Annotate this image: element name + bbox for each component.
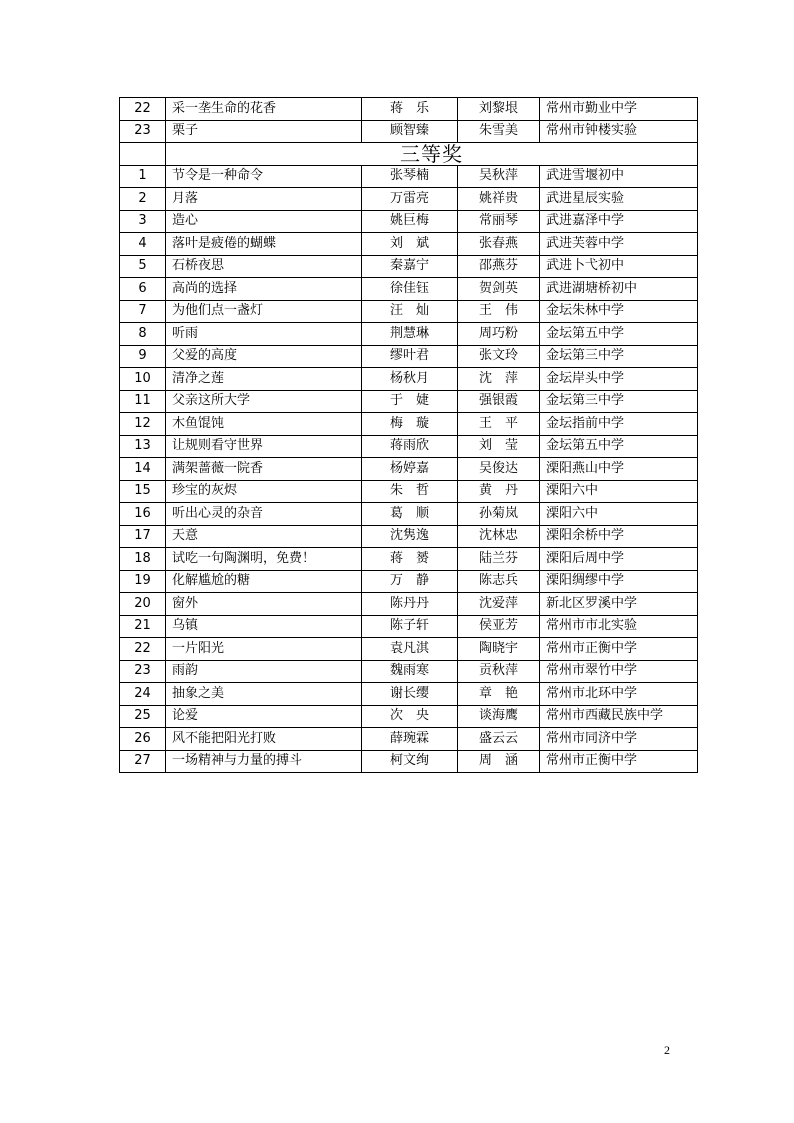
essay-title: 听出心灵的杂音: [166, 503, 362, 526]
row-number: 17: [120, 525, 166, 548]
student-name: 杨秋月: [362, 368, 458, 391]
teacher-name: 沈 萍: [458, 368, 540, 391]
student-name: 张琴楠: [362, 165, 458, 188]
teacher-name: 吴俊达: [458, 458, 540, 481]
row-number: 15: [120, 480, 166, 503]
teacher-name: 贡秋萍: [458, 660, 540, 683]
essay-title: 石桥夜思: [166, 255, 362, 278]
teacher-name: 周 涵: [458, 750, 540, 773]
teacher-name: 张春燕: [458, 233, 540, 256]
school-name: 武进湖塘桥初中: [540, 278, 698, 301]
teacher-name: 王 伟: [458, 300, 540, 323]
teacher-name: 陶晓宇: [458, 638, 540, 661]
heading-blank-cell: [120, 143, 166, 166]
school-name: 常州市同济中学: [540, 728, 698, 751]
student-name: 朱 哲: [362, 480, 458, 503]
table-row: [120, 188, 698, 211]
essay-title: 让规则看守世界: [166, 435, 362, 458]
school-name: 溧阳后周中学: [540, 548, 698, 571]
essay-title: 乌镇: [166, 615, 362, 638]
school-name: 常州市勤业中学: [540, 98, 698, 121]
school-name: 武进嘉泽中学: [540, 210, 698, 233]
teacher-name: 谈海鹰: [458, 705, 540, 728]
table-row: [120, 683, 698, 706]
student-name: 姚巨梅: [362, 210, 458, 233]
student-name: 秦嘉宁: [362, 255, 458, 278]
page-number: 2: [664, 1043, 670, 1057]
student-name: 蒋雨欣: [362, 435, 458, 458]
school-name: 新北区罗溪中学: [540, 593, 698, 616]
student-name: 蒋 乐: [362, 98, 458, 121]
teacher-name: 王 平: [458, 413, 540, 436]
student-name: 缪叶君: [362, 345, 458, 368]
teacher-name: 邵燕芬: [458, 255, 540, 278]
table-row: [120, 593, 698, 616]
teacher-name: 朱雪美: [458, 120, 540, 143]
essay-title: 满架蔷薇一院香: [166, 458, 362, 481]
table-row: [120, 435, 698, 458]
row-number: 5: [120, 255, 166, 278]
row-number: 25: [120, 705, 166, 728]
row-number: 23: [120, 120, 166, 143]
essay-title: 采一垄生命的花香: [166, 98, 362, 121]
teacher-name: 强银霞: [458, 390, 540, 413]
teacher-name: 盛云云: [458, 728, 540, 751]
table-row: [120, 255, 698, 278]
essay-title: 月落: [166, 188, 362, 211]
table-row: [120, 98, 698, 121]
student-name: 蒋 赟: [362, 548, 458, 571]
row-number: 19: [120, 570, 166, 593]
row-number: 11: [120, 390, 166, 413]
school-name: 溧阳六中: [540, 480, 698, 503]
essay-title: 论爱: [166, 705, 362, 728]
essay-title: 为他们点一盏灯: [166, 300, 362, 323]
student-name: 谢长缨: [362, 683, 458, 706]
section-heading-row: [120, 143, 698, 166]
school-name: 金坛第三中学: [540, 345, 698, 368]
school-name: 金坛第三中学: [540, 390, 698, 413]
table-row: [120, 750, 698, 773]
row-number: 20: [120, 593, 166, 616]
student-name: 魏雨寒: [362, 660, 458, 683]
student-name: 梅 璇: [362, 413, 458, 436]
essay-title: 清净之莲: [166, 368, 362, 391]
teacher-name: 姚祥贵: [458, 188, 540, 211]
teacher-name: 周巧粉: [458, 323, 540, 346]
essay-title: 父爱的高度: [166, 345, 362, 368]
row-number: 24: [120, 683, 166, 706]
row-number: 1: [120, 165, 166, 188]
table-row: [120, 548, 698, 571]
table-row: [120, 728, 698, 751]
school-name: 常州市正衡中学: [540, 750, 698, 773]
table-row: [120, 390, 698, 413]
student-name: 顾智臻: [362, 120, 458, 143]
student-name: 次 央: [362, 705, 458, 728]
school-name: 金坛第五中学: [540, 323, 698, 346]
teacher-name: 陈志兵: [458, 570, 540, 593]
essay-title: 一场精神与力量的搏斗: [166, 750, 362, 773]
row-number: 21: [120, 615, 166, 638]
teacher-name: 常丽琴: [458, 210, 540, 233]
essay-title: 一片阳光: [166, 638, 362, 661]
table-row: [120, 480, 698, 503]
row-number: 13: [120, 435, 166, 458]
row-number: 27: [120, 750, 166, 773]
student-name: 袁凡淇: [362, 638, 458, 661]
row-number: 23: [120, 660, 166, 683]
row-number: 16: [120, 503, 166, 526]
school-name: 武进芙蓉中学: [540, 233, 698, 256]
student-name: 于 婕: [362, 390, 458, 413]
student-name: 沈隽逸: [362, 525, 458, 548]
school-name: 金坛岸头中学: [540, 368, 698, 391]
table-row: [120, 165, 698, 188]
section-heading: 三等奖: [166, 143, 698, 166]
row-number: 9: [120, 345, 166, 368]
essay-title: 父亲这所大学: [166, 390, 362, 413]
table-row: [120, 120, 698, 143]
school-name: 常州市翠竹中学: [540, 660, 698, 683]
student-name: 杨婷嘉: [362, 458, 458, 481]
essay-title: 节令是一种命令: [166, 165, 362, 188]
essay-title: 造心: [166, 210, 362, 233]
essay-title: 天意: [166, 525, 362, 548]
essay-title: 试吃一句陶渊明，免费！: [166, 548, 362, 571]
table-row: [120, 638, 698, 661]
school-name: 常州市正衡中学: [540, 638, 698, 661]
teacher-name: 吴秋萍: [458, 165, 540, 188]
table-row: [120, 300, 698, 323]
row-number: 22: [120, 638, 166, 661]
row-number: 8: [120, 323, 166, 346]
teacher-name: 章 艳: [458, 683, 540, 706]
student-name: 葛 顺: [362, 503, 458, 526]
school-name: 溧阳六中: [540, 503, 698, 526]
teacher-name: 沈爱萍: [458, 593, 540, 616]
table-row: [120, 570, 698, 593]
school-name: 常州市市北实验: [540, 615, 698, 638]
row-number: 2: [120, 188, 166, 211]
student-name: 柯文绚: [362, 750, 458, 773]
school-name: 武进星辰实验: [540, 188, 698, 211]
essay-title: 风不能把阳光打败: [166, 728, 362, 751]
essay-title: 落叶是疲倦的蝴蝶: [166, 233, 362, 256]
teacher-name: 刘黎垠: [458, 98, 540, 121]
school-name: 溧阳绸缪中学: [540, 570, 698, 593]
essay-title: 栗子: [166, 120, 362, 143]
row-number: 7: [120, 300, 166, 323]
row-number: 3: [120, 210, 166, 233]
school-name: 金坛第五中学: [540, 435, 698, 458]
row-number: 14: [120, 458, 166, 481]
third-prize-rows: [120, 165, 698, 773]
row-number: 26: [120, 728, 166, 751]
table-row: [120, 323, 698, 346]
school-name: 溧阳余桥中学: [540, 525, 698, 548]
teacher-name: 黄 丹: [458, 480, 540, 503]
top-rows: [120, 98, 698, 143]
school-name: 溧阳燕山中学: [540, 458, 698, 481]
table-row: [120, 705, 698, 728]
essay-title: 窗外: [166, 593, 362, 616]
school-name: 常州市西藏民族中学: [540, 705, 698, 728]
row-number: 18: [120, 548, 166, 571]
awards-table: [119, 97, 698, 773]
table-row: [120, 278, 698, 301]
teacher-name: 沈林忠: [458, 525, 540, 548]
student-name: 万雷亮: [362, 188, 458, 211]
table-row: [120, 525, 698, 548]
student-name: 万 静: [362, 570, 458, 593]
row-number: 10: [120, 368, 166, 391]
student-name: 陈丹丹: [362, 593, 458, 616]
teacher-name: 张文玲: [458, 345, 540, 368]
table-row: [120, 368, 698, 391]
essay-title: 高尚的选择: [166, 278, 362, 301]
table-row: [120, 458, 698, 481]
essay-title: 听雨: [166, 323, 362, 346]
school-name: 常州市钟楼实验: [540, 120, 698, 143]
table-row: [120, 615, 698, 638]
teacher-name: 刘 莹: [458, 435, 540, 458]
teacher-name: 贺剑英: [458, 278, 540, 301]
row-number: 22: [120, 98, 166, 121]
table-row: [120, 413, 698, 436]
essay-title: 抽象之美: [166, 683, 362, 706]
essay-title: 化解尴尬的糖: [166, 570, 362, 593]
table-row: [120, 660, 698, 683]
school-name: 金坛指前中学: [540, 413, 698, 436]
teacher-name: 侯亚芳: [458, 615, 540, 638]
essay-title: 珍宝的灰烬: [166, 480, 362, 503]
table-row: [120, 210, 698, 233]
teacher-name: 陆兰芬: [458, 548, 540, 571]
school-name: 武进雪堰初中: [540, 165, 698, 188]
row-number: 4: [120, 233, 166, 256]
student-name: 徐佳钰: [362, 278, 458, 301]
essay-title: 木鱼馄饨: [166, 413, 362, 436]
school-name: 金坛朱林中学: [540, 300, 698, 323]
table-row: [120, 503, 698, 526]
school-name: 武进卜弋初中: [540, 255, 698, 278]
student-name: 陈子轩: [362, 615, 458, 638]
student-name: 刘 斌: [362, 233, 458, 256]
row-number: 12: [120, 413, 166, 436]
table-row: [120, 233, 698, 256]
student-name: 汪 灿: [362, 300, 458, 323]
essay-title: 雨韵: [166, 660, 362, 683]
teacher-name: 孙菊岚: [458, 503, 540, 526]
school-name: 常州市北环中学: [540, 683, 698, 706]
row-number: 6: [120, 278, 166, 301]
student-name: 荆慧琳: [362, 323, 458, 346]
table-row: [120, 345, 698, 368]
student-name: 薛琬霖: [362, 728, 458, 751]
